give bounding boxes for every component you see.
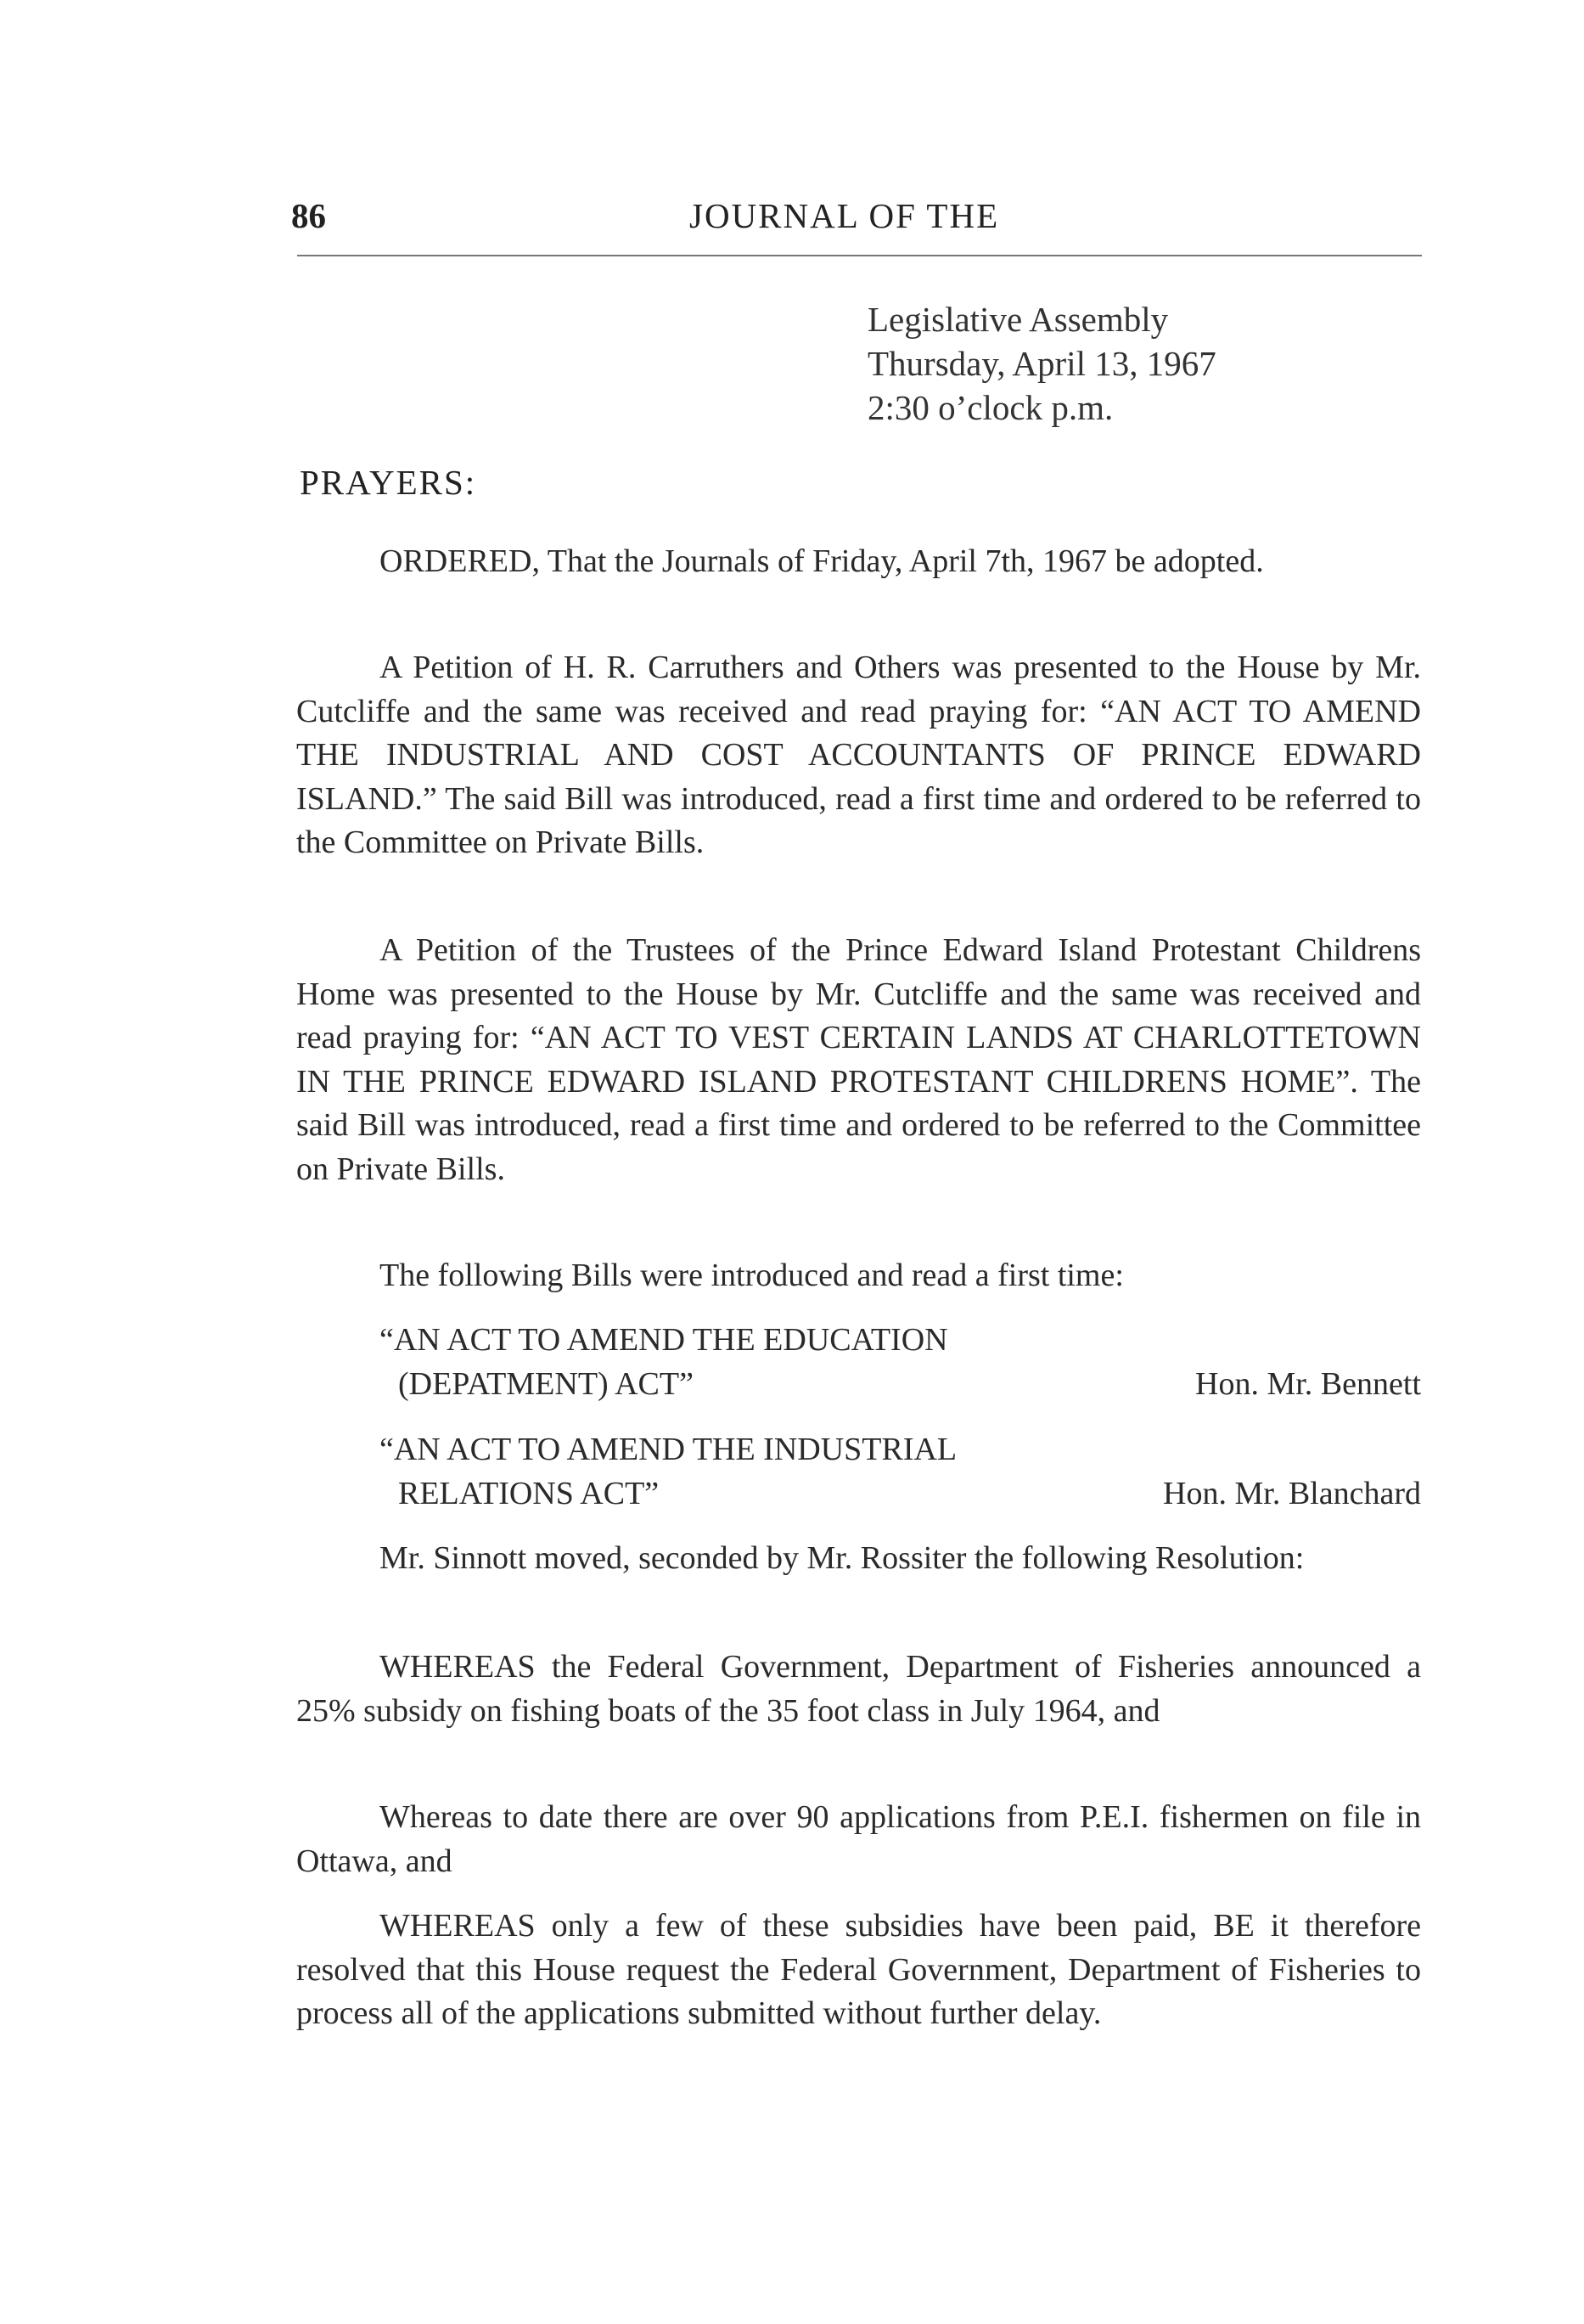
- bill-industrial-relations: [379, 1428, 1421, 1516]
- bill-title-line2-row: [379, 1472, 1421, 1517]
- petition-trustees-text: A Petition of the Trustees of the Prince Edward Island Protestant Childrens Home was presented to the House by Mr. Cutcliffe and the same was received and read praying for: “AN ACT TO VEST CERTAIN LANDS AT CHARLOTTETOWN IN THE PRINCE EDWARD ISLAND PROTESTANT CHILDRENS HOME”. The said Bill was introduced, read a first time and ordered to be referred to the Committee on Private Bills.: [296, 932, 1421, 1187]
- ordered-text: ORDERED, That the Journals of Friday, April 7th, 1967 be adopted.: [379, 543, 1264, 579]
- session-assembly: Legislative Assembly: [868, 300, 1169, 339]
- whereas-federal: [296, 1646, 1421, 1733]
- following-bills-text: The following Bills were introduced and read a first time:: [379, 1258, 1124, 1293]
- whereas-applications: [296, 1796, 1421, 1883]
- ordered-paragraph: [296, 540, 1421, 584]
- bill-title-line1: “AN ACT TO AMEND THE EDUCATION: [379, 1322, 948, 1358]
- resolution-motion: [296, 1537, 1421, 1581]
- whereas-federal-text: WHEREAS the Federal Government, Department of Fisheries announced a 25% subsidy on fishing boats of the 35 foot class in July 1964, and: [296, 1649, 1421, 1729]
- prayers-heading: PRAYERS:: [300, 463, 477, 502]
- header-rule: [297, 255, 1422, 256]
- page-number: 86: [291, 196, 326, 235]
- running-head: JOURNAL OF THE: [689, 196, 1000, 235]
- session-info: [868, 297, 1216, 430]
- bill-education: [379, 1319, 1421, 1406]
- whereas-applications-text: Whereas to date there are over 90 applications from P.E.I. fishermen on file in Ottawa, and: [296, 1799, 1421, 1879]
- resolution-motion-text: Mr. Sinnott moved, seconded by Mr. Rossiter the following Resolution:: [379, 1540, 1305, 1576]
- bill-title-line2: (DEPATMENT) ACT”: [398, 1365, 694, 1402]
- session-time: 2:30 o’clock p.m.: [868, 388, 1114, 427]
- bill-sponsor: Hon. Mr. Bennett: [1195, 1365, 1421, 1402]
- whereas-resolved-text: WHEREAS only a few of these subsidies have been paid, BE it therefore resolved that this House request the Federal Government, Department of Fisheries to process all of the applications submitted without further delay.: [296, 1908, 1421, 2031]
- petition-carruthers-text: A Petition of H. R. Carruthers and Others was presented to the House by Mr. Cutcliffe and the same was received and read praying for: “AN ACT TO AMEND THE INDUSTRIAL AND COST ACCOUNTANTS OF PRINCE EDWARD ISLAND.” The said Bill was introduced, read a first time and ordered to be referred to the Committee on Private Bills.: [296, 650, 1421, 860]
- bill-title-line1: “AN ACT TO AMEND THE INDUSTRIAL: [379, 1432, 958, 1467]
- petition-trustees: [296, 929, 1421, 1191]
- session-date: Thursday, April 13, 1967: [868, 344, 1216, 383]
- following-bills: [296, 1254, 1421, 1298]
- bill-title-line2: RELATIONS ACT”: [398, 1475, 660, 1511]
- petition-carruthers: [296, 646, 1421, 865]
- whereas-resolved: [296, 1905, 1421, 2036]
- bill-title-line2-row: [379, 1363, 1421, 1407]
- bill-sponsor: Hon. Mr. Blanchard: [1163, 1475, 1421, 1511]
